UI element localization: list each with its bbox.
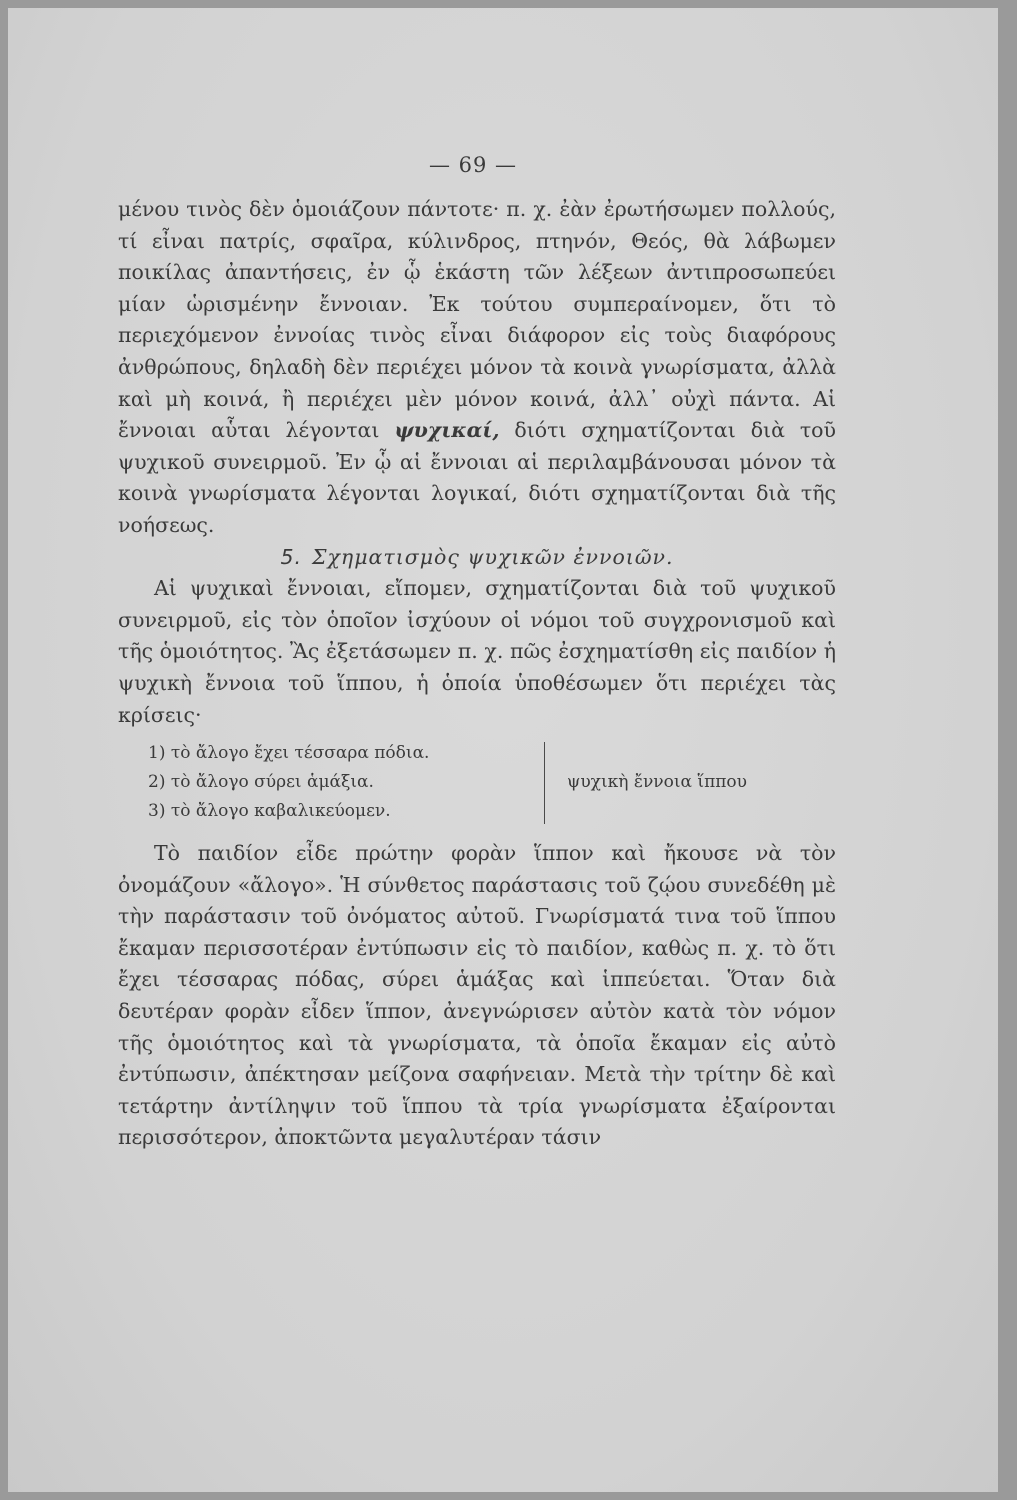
page-number: — 69 — [428, 153, 518, 177]
section-number: 5. [280, 544, 302, 569]
book-page [8, 8, 998, 1492]
paragraph-bottom: Τὸ παιδίον εἶδε πρώτην φορὰν ἵππον καὶ ἤκουσε νὰ τὸν ὀνομάζουν «ἄλογο». Ἡ σύνθετος παράστασις τοῦ ζῴου συνεδέθη μὲ τὴν παράστασιν τοῦ ὀνόματος αὐτοῦ. Γνωρίσματά τινα τοῦ ἵππου ἔκαμαν περισσοτέραν ἐντύπωσιν εἰς τὸ παιδίον, καθὼς π. χ. τὸ ὅτι ἔχει τέσσαρας πόδας, σύρει ἁμάξας καὶ ἱππεύεται. Ὅταν διὰ δευτέραν φορὰν εἶδεν ἵππον, ἀνεγνώρισεν αὐτὸν κατὰ τὸν νόμον τῆς ὁμοιότητος καὶ τὰ γνωρίσματα, τὰ ὁποῖα ἔκαμαν εἰς αὐτὸ ἐντύπωσιν, ἀπέκτησαν μείζονα σαφήνειαν. Μετὰ τὴν τρίτην δὲ καὶ τετάρτην ἀντίληψιν τοῦ ἵππου τὰ τρία γνωρίσματα ἐξαίρονται περισσότερον, ἀποκτῶντα μεγαλυτέραν τάσιν [118, 841, 836, 1150]
judgments-block [148, 739, 836, 826]
section-title: Σχηματισμὸς ψυχικῶν ἐννοιῶν. [312, 544, 674, 569]
paragraph-top [118, 194, 836, 542]
paragraph-top-text: μένου τινὸς δὲν ὁμοιάζουν πάντοτε· π. χ. ἐὰν ἐρωτήσωμεν πολλούς, τί εἶναι πατρίς, σφαῖρα, κύλινδρος, πτηνόν, Θεός, θὰ λάβωμεν ποικίλας ἀπαντήσεις, ἐν ᾧ ἑκάστη τῶν λέξεων ἀντιπροσωπεύει μίαν ὡρισμένην ἔννοιαν. Ἐκ τούτου συμπεραίνομεν, ὅτι τὸ περιεχόμενον ἐννοίας τινὸς εἶναι διάφορον εἰς τοὺς διαφόρους ἀνθρώπους, δηλαδὴ δὲν περιέχει μόνον τὰ κοινὰ γνωρίσματα, ἀλλὰ καὶ μὴ κοινά, ἢ περιέχει μὲν μόνον κοινά, ἀλλ᾽ οὐχὶ πάντα. Αἱ ἔννοιαι αὗται λέγονται [118, 197, 836, 443]
judgment-item: 3) τὸ ἄλογο καβαλικεύομεν. [148, 801, 391, 822]
paragraph-top-end: διότι σχηματίζονται διὰ τοῦ ψυχικοῦ συνειρμοῦ. Ἐν ᾧ αἱ ἔννοιαι αἱ περιλαμβάνουσαι μόνον τὰ κοινὰ γνωρίσματα λέγονται λογικαί, διότι σχηματίζονται διὰ τῆς νοήσεως. [118, 418, 836, 537]
judgment-item: 1) τὸ ἄλογο ἔχει τέσσαρα πόδια. [148, 743, 430, 764]
judgment-item: 2) τὸ ἄλογο σύρει ἁμάξια. [148, 772, 374, 793]
term-psychikai: ψυχικαί, [394, 418, 500, 443]
brace-line [520, 742, 545, 824]
judgments-concept: ψυχικὴ ἔννοια ἵππου [567, 772, 748, 793]
page-body [118, 194, 836, 1154]
paragraph-middle: Αἱ ψυχικαὶ ἔννοιαι, εἴπομεν, σχηματίζονται διὰ τοῦ ψυχικοῦ συνειρμοῦ, εἰς τὸν ὁποῖον ἰσχύουν οἱ νόμοι τοῦ συγχρονισμοῦ καὶ τῆς ὁμοιότητος. Ἂς ἐξετάσωμεν π. χ. πῶς ἐσχηματίσθη εἰς παιδίον ἡ ψυχικὴ ἔννοια τοῦ ἵππου, ἡ ὁποία ὑποθέσωμεν ὅτι περιέχει τὰς κρίσεις· [118, 576, 836, 727]
judgment-list [148, 739, 520, 826]
section-heading [118, 542, 836, 574]
